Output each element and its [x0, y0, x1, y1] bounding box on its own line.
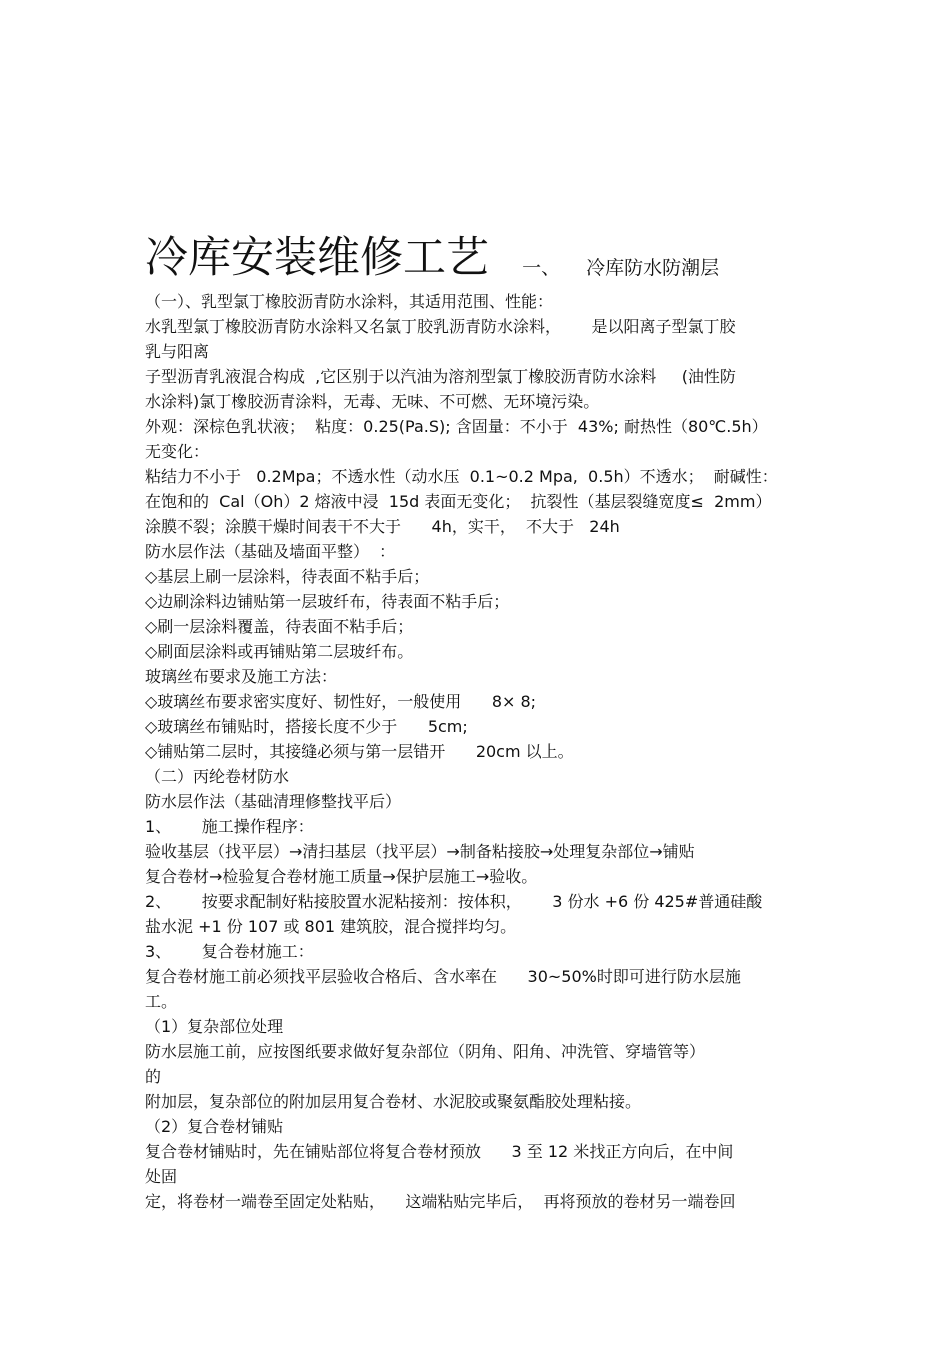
- text-line: ◇刷面层涂料或再铺贴第二层玻纤布。: [145, 642, 414, 661]
- text-line: ◇边刷涂料边铺贴第一层玻纤布，待表面不粘手后；: [145, 592, 510, 611]
- text-line: ◇玻璃丝布铺贴时，搭接长度不少于 5cm;: [145, 717, 468, 736]
- text-line: 处固: [145, 1167, 178, 1186]
- text-line: 附加层，复杂部位的附加层用复合卷材、水泥胶或聚氨酯胶处理粘接。: [145, 1092, 642, 1111]
- text-line: 乳与阳离: [145, 342, 210, 361]
- text-line: 防水层作法（基础及墙面平整） ：: [145, 542, 396, 561]
- text-line: ◇基层上刷一层涂料，待表面不粘手后；: [145, 567, 430, 586]
- document-title: 冷库安装维修工艺: [145, 233, 489, 283]
- text-line: 的: [145, 1067, 162, 1086]
- text-line: 玻璃丝布要求及施工方法：: [145, 667, 338, 686]
- section-heading: [522, 248, 719, 288]
- section-title: 冷库防水防潮层: [586, 257, 720, 279]
- body-text: [145, 289, 815, 1214]
- text-line: 工。: [145, 992, 178, 1011]
- text-line: 复合卷材施工前必须找平层验收合格后、含水率在 30~50%时即可进行防水层施: [145, 967, 741, 986]
- text-line: 在饱和的 Cal（Oh）2 熔液中浸 15d 表面无变化； 抗裂性（基层裂缝宽度≤ 2mm）: [145, 492, 772, 511]
- text-line: 防水层作法（基础清理修整找平后）: [145, 792, 402, 811]
- text-line: 无变化：: [145, 442, 210, 461]
- text-line: （1）复杂部位处理: [145, 1017, 284, 1036]
- text-line: 验收基层（找平层）→清扫基层（找平层）→制备粘接胶→处理复杂部位→铺贴: [145, 842, 695, 861]
- text-line: 1、 施工操作程序：: [145, 817, 314, 836]
- text-line: ◇铺贴第二层时，其接缝必须与第一层错开 20cm 以上。: [145, 742, 574, 761]
- text-line: 3、 复合卷材施工：: [145, 942, 314, 961]
- title-row: [145, 228, 719, 288]
- text-line: 水乳型氯丁橡胶沥青防水涂料又名氯丁胶乳沥青防水涂料， 是以阳离子型氯丁胶: [145, 317, 736, 336]
- text-line: 盐水泥 +1 份 107 或 801 建筑胶，混合搅拌均匀。: [145, 917, 517, 936]
- text-line: 涂膜不裂；涂膜干燥时间表干不大于 4h，实干， 不大于 24h: [145, 517, 620, 536]
- text-line: 防水层施工前，应按图纸要求做好复杂部位（阴角、阳角、冲洗管、穿墙管等）: [145, 1042, 706, 1061]
- text-line: 定，将卷材一端卷至固定处粘贴， 这端粘贴完毕后， 再将预放的卷材另一端卷回: [145, 1192, 736, 1211]
- text-line: （二）丙纶卷材防水: [145, 767, 290, 786]
- text-line: 粘结力不小于 0.2Mpa；不透水性（动水压 0.1~0.2 Mpa, 0.5h）不透水； 耐碱性：: [145, 467, 778, 486]
- text-line: 外观：深棕色乳状液； 粘度：0.25(Pa.S); 含固量：不小于 43%; 耐热性（80℃.5h）: [145, 417, 768, 436]
- text-line: 2、 按要求配制好粘接胶置水泥粘接剂：按体积， 3 份水 +6 份 425#普通硅酸: [145, 892, 763, 911]
- text-line: 水涂料)氯丁橡胶沥青涂料，无毒、无味、不可燃、无环境污染。: [145, 392, 600, 411]
- text-line: 复合卷材→检验复合卷材施工质量→保护层施工→验收。: [145, 867, 538, 886]
- text-line: ◇刷一层涂料覆盖，待表面不粘手后；: [145, 617, 414, 636]
- text-line: （2）复合卷材铺贴: [145, 1117, 284, 1136]
- text-line: 复合卷材铺贴时，先在铺贴部位将复合卷材预放 3 至 12 米找正方向后，在中间: [145, 1142, 734, 1161]
- text-line: （一）、乳型氯丁橡胶沥青防水涂料，其适用范围、性能：: [145, 292, 554, 311]
- text-line: ◇玻璃丝布要求密实度好、韧性好，一般使用 8× 8;: [145, 692, 537, 711]
- section-number: 一、: [522, 257, 561, 279]
- text-line: 子型沥青乳液混合构成 ,它区别于以汽油为溶剂型氯丁橡胶沥青防水涂料 (油性防: [145, 367, 736, 386]
